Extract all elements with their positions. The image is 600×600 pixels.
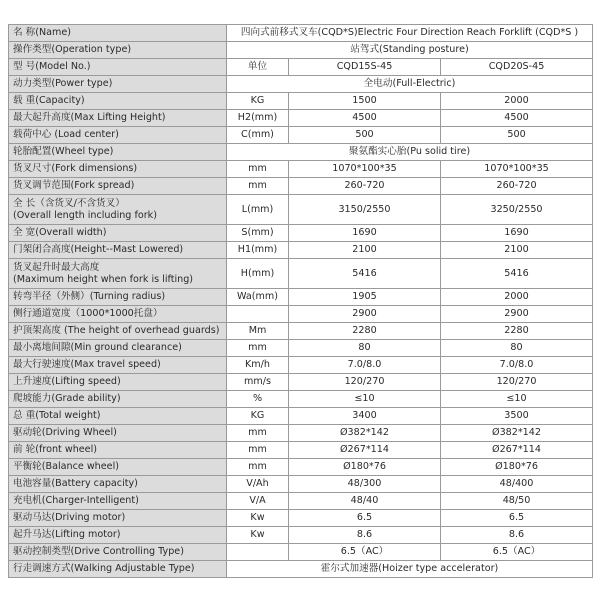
spec-merged-value: 站驾式(Standing posture)	[227, 42, 593, 59]
spec-label	[9, 493, 227, 510]
spec-label	[9, 527, 227, 544]
spec-unit: mm	[227, 442, 289, 459]
table-row	[9, 42, 593, 59]
spec-value-model-a: 1500	[289, 93, 441, 110]
table-row	[9, 561, 593, 578]
spec-sheet	[8, 24, 592, 578]
spec-label-text: 全 长（含货叉/不含货叉）	[13, 197, 125, 209]
spec-label-text: 型 号(Model No.)	[13, 61, 91, 72]
spec-unit: V/A	[227, 493, 289, 510]
spec-value-model-a: 1070*100*35	[289, 161, 441, 178]
spec-unit: V/Ah	[227, 476, 289, 493]
table-row	[9, 259, 593, 289]
spec-value-model-b: 5416	[441, 259, 593, 289]
spec-value-model-a: 6.5	[289, 510, 441, 527]
spec-unit: H(mm)	[227, 259, 289, 289]
spec-value-model-a: 1690	[289, 225, 441, 242]
spec-label	[9, 110, 227, 127]
spec-unit: mm	[227, 161, 289, 178]
spec-label	[9, 561, 227, 578]
table-row	[9, 391, 593, 408]
spec-label	[9, 25, 227, 42]
table-row	[9, 195, 593, 225]
spec-label	[9, 242, 227, 259]
spec-label-text: 充电机(Charger-Intelligent)	[13, 495, 139, 506]
spec-label-text: 驱动马达(Driving motor)	[13, 512, 126, 523]
spec-label	[9, 93, 227, 110]
table-row	[9, 242, 593, 259]
spec-value-model-b: Ø267*114	[441, 442, 593, 459]
spec-label	[9, 391, 227, 408]
spec-unit: mm	[227, 459, 289, 476]
spec-label-text: 载 重(Capacity)	[13, 95, 85, 106]
spec-value-model-a: 2280	[289, 323, 441, 340]
spec-value-model-a: 8.6	[289, 527, 441, 544]
spec-label	[9, 195, 227, 225]
spec-value-model-b: 1070*100*35	[441, 161, 593, 178]
spec-label-text: 前 轮(front wheel)	[13, 444, 97, 455]
spec-value-model-a: 2900	[289, 306, 441, 323]
table-row	[9, 510, 593, 527]
spec-label-text: 护顶架高度 (The height of overhead guards)	[13, 325, 220, 336]
spec-value-model-b: 6.5	[441, 510, 593, 527]
spec-unit: KG	[227, 93, 289, 110]
spec-label	[9, 408, 227, 425]
spec-table	[8, 24, 593, 578]
spec-value-model-b: Ø382*142	[441, 425, 593, 442]
spec-value-model-a: 260-720	[289, 178, 441, 195]
spec-label	[9, 442, 227, 459]
spec-value-model-a: 1905	[289, 289, 441, 306]
spec-label-text: 起升马达(Lifting motor)	[13, 529, 121, 540]
spec-unit: mm	[227, 425, 289, 442]
spec-unit: H1(mm)	[227, 242, 289, 259]
spec-label-text: 全 宽(Overall width)	[13, 227, 107, 238]
spec-label	[9, 127, 227, 144]
table-row	[9, 127, 593, 144]
table-row	[9, 289, 593, 306]
spec-label	[9, 357, 227, 374]
table-row	[9, 493, 593, 510]
spec-unit	[227, 544, 289, 561]
spec-value-model-a: Ø382*142	[289, 425, 441, 442]
spec-label-text: 货叉起升时最大高度	[13, 261, 100, 273]
table-row	[9, 323, 593, 340]
spec-value-model-a: CQD15S-45	[289, 59, 441, 76]
spec-value-model-a: 48/300	[289, 476, 441, 493]
table-row	[9, 357, 593, 374]
spec-value-model-a: 5416	[289, 259, 441, 289]
spec-label	[9, 544, 227, 561]
table-row	[9, 93, 593, 110]
spec-value-model-b: Ø180*76	[441, 459, 593, 476]
spec-label	[9, 425, 227, 442]
spec-value-model-b: 48/50	[441, 493, 593, 510]
spec-label-subtext: (Maximum height when fork is lifting)	[13, 273, 194, 285]
spec-value-model-a: ≤10	[289, 391, 441, 408]
table-row	[9, 76, 593, 93]
spec-label-text: 行走调速方式(Walking Adjustable Type)	[13, 563, 195, 574]
spec-value-model-b: 120/270	[441, 374, 593, 391]
spec-value-model-b: 3250/2550	[441, 195, 593, 225]
spec-label-subtext: (Overall length including fork)	[13, 209, 157, 221]
spec-unit	[227, 306, 289, 323]
spec-unit: 单位	[227, 59, 289, 76]
spec-value-model-b: 8.6	[441, 527, 593, 544]
table-row	[9, 144, 593, 161]
spec-label	[9, 289, 227, 306]
table-row	[9, 408, 593, 425]
spec-unit: mm/s	[227, 374, 289, 391]
spec-unit: S(mm)	[227, 225, 289, 242]
spec-label-text: 最大行驶速度(Max travel speed)	[13, 359, 161, 370]
spec-value-model-b: 260-720	[441, 178, 593, 195]
spec-label-text: 最小离地间隙(Min ground clearance)	[13, 342, 182, 353]
spec-label-text: 货叉调节范围(Fork spread)	[13, 180, 135, 191]
spec-value-model-b: 6.5（AC）	[441, 544, 593, 561]
spec-merged-value: 霍尔式加速器(Hoizer type accelerator)	[227, 561, 593, 578]
spec-value-model-a: 7.0/8.0	[289, 357, 441, 374]
spec-label-text: 驱动轮(Driving Wheel)	[13, 427, 117, 438]
spec-value-model-a: 80	[289, 340, 441, 357]
spec-label	[9, 510, 227, 527]
spec-label	[9, 323, 227, 340]
spec-label	[9, 459, 227, 476]
spec-label	[9, 340, 227, 357]
spec-label-text: 总 重(Total weight)	[13, 410, 101, 421]
spec-unit: Km/h	[227, 357, 289, 374]
spec-merged-value: 四向式前移式叉车(CQD*S)Electric Four Direction Reach Forklift (CQD*S )	[227, 25, 593, 42]
spec-label-text: 名 称(Name)	[13, 27, 72, 38]
spec-value-model-b: 7.0/8.0	[441, 357, 593, 374]
table-row	[9, 59, 593, 76]
spec-value-model-a: 120/270	[289, 374, 441, 391]
spec-value-model-b: 48/400	[441, 476, 593, 493]
spec-label	[9, 306, 227, 323]
table-row	[9, 225, 593, 242]
table-row	[9, 374, 593, 391]
spec-label-text: 载荷中心 (Load center)	[13, 129, 119, 140]
spec-label	[9, 225, 227, 242]
spec-value-model-b: 2900	[441, 306, 593, 323]
spec-value-model-a: Ø180*76	[289, 459, 441, 476]
spec-value-model-a: 3150/2550	[289, 195, 441, 225]
spec-label-text: 门架闭合高度(Height--Mast Lowered)	[13, 244, 184, 255]
spec-unit: mm	[227, 178, 289, 195]
spec-label-text: 平衡轮(Balance wheel)	[13, 461, 119, 472]
spec-value-model-b: 2280	[441, 323, 593, 340]
spec-label-text: 侧行通道宽度（1000*1000托盘）	[13, 308, 163, 319]
spec-label	[9, 42, 227, 59]
spec-unit: %	[227, 391, 289, 408]
spec-label-text: 转弯半径（外侧）(Turning radius)	[13, 291, 166, 302]
spec-label-text: 上升速度(Lifting speed)	[13, 376, 121, 387]
spec-label-text: 电池容量(Battery capacity)	[13, 478, 138, 489]
spec-label-text: 驱动控制类型(Drive Controlling Type)	[13, 546, 184, 557]
table-row	[9, 425, 593, 442]
spec-value-model-a: 48/40	[289, 493, 441, 510]
spec-unit: H2(mm)	[227, 110, 289, 127]
table-row	[9, 306, 593, 323]
spec-merged-value: 聚氨酯实心胎(Pu solid tire)	[227, 144, 593, 161]
table-row	[9, 161, 593, 178]
spec-label-text: 爬坡能力(Grade ability)	[13, 393, 121, 404]
spec-value-model-a: 4500	[289, 110, 441, 127]
spec-unit: Kw	[227, 527, 289, 544]
table-row	[9, 527, 593, 544]
table-row	[9, 476, 593, 493]
spec-value-model-b: ≤10	[441, 391, 593, 408]
table-row	[9, 340, 593, 357]
spec-value-model-a: Ø267*114	[289, 442, 441, 459]
spec-unit: KG	[227, 408, 289, 425]
spec-value-model-a: 2100	[289, 242, 441, 259]
spec-value-model-b: 80	[441, 340, 593, 357]
spec-value-model-a: 500	[289, 127, 441, 144]
spec-unit: Kw	[227, 510, 289, 527]
spec-label-text: 操作类型(Operation type)	[13, 44, 132, 55]
spec-value-model-a: 6.5（AC）	[289, 544, 441, 561]
spec-value-model-b: 500	[441, 127, 593, 144]
spec-label-text: 动力类型(Power type)	[13, 78, 113, 89]
spec-unit: L(mm)	[227, 195, 289, 225]
spec-label	[9, 59, 227, 76]
spec-label	[9, 178, 227, 195]
spec-value-model-b: 2000	[441, 93, 593, 110]
spec-label-text: 轮胎配置(Wheel type)	[13, 146, 114, 157]
table-row	[9, 544, 593, 561]
table-row	[9, 25, 593, 42]
table-row	[9, 442, 593, 459]
spec-unit: Mm	[227, 323, 289, 340]
spec-label	[9, 76, 227, 93]
spec-value-model-a: 3400	[289, 408, 441, 425]
spec-unit: mm	[227, 340, 289, 357]
spec-value-model-b: 4500	[441, 110, 593, 127]
spec-value-model-b: 2100	[441, 242, 593, 259]
spec-unit: Wa(mm)	[227, 289, 289, 306]
spec-label	[9, 374, 227, 391]
spec-value-model-b: 3500	[441, 408, 593, 425]
spec-value-model-b: 2000	[441, 289, 593, 306]
spec-merged-value: 全电动(Full-Electric)	[227, 76, 593, 93]
table-row	[9, 178, 593, 195]
table-row	[9, 110, 593, 127]
spec-label-text: 最大起升高度(Max Lifting Height)	[13, 112, 166, 123]
table-row	[9, 459, 593, 476]
spec-label	[9, 476, 227, 493]
spec-label-text: 货叉尺寸(Fork dimensions)	[13, 163, 138, 174]
spec-unit: C(mm)	[227, 127, 289, 144]
spec-label	[9, 161, 227, 178]
spec-value-model-b: 1690	[441, 225, 593, 242]
spec-value-model-b: CQD20S-45	[441, 59, 593, 76]
spec-label	[9, 259, 227, 289]
spec-label	[9, 144, 227, 161]
